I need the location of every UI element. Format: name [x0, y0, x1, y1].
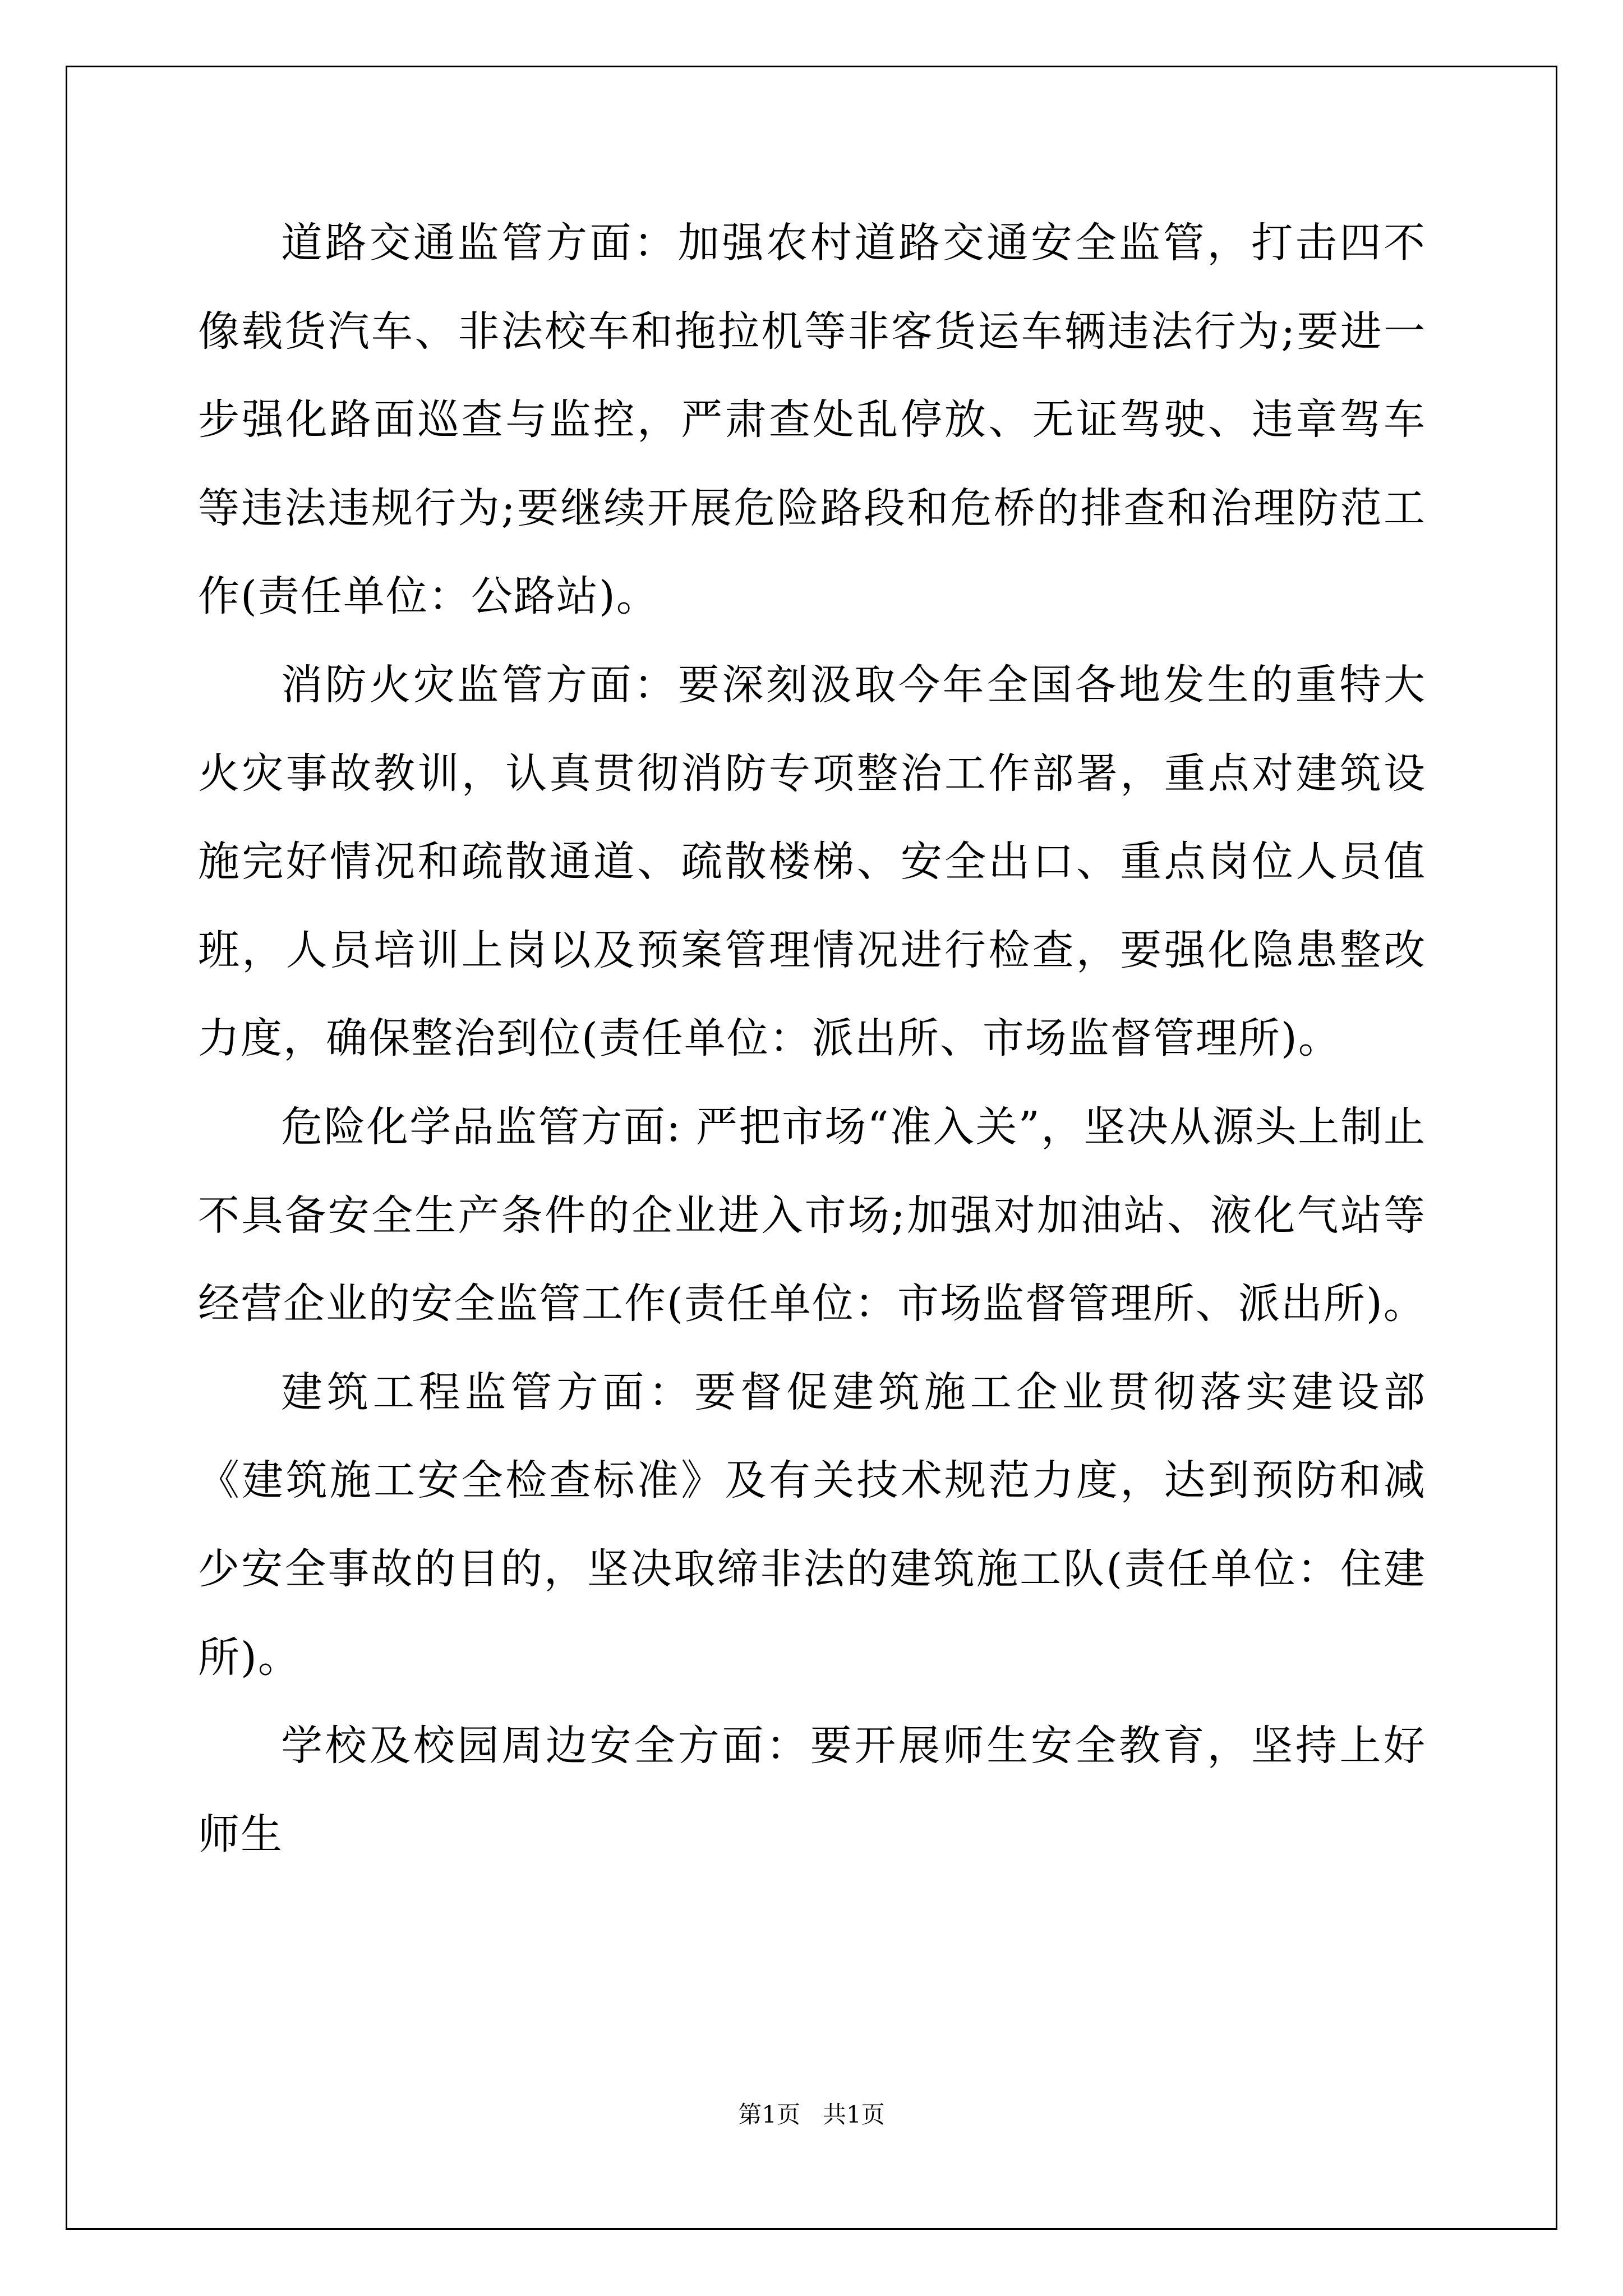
document-body	[198, 199, 1426, 1879]
paragraph-school-safety: 学校及校园周边安全方面：要开展师生安全教育，坚持上好师生	[198, 1722, 1426, 1858]
paragraph-road-traffic: 道路交通监管方面：加强农村道路交通安全监管，打击四不像载货汽车、非法校车和拖拉机等非客货运车辆违法行为;要进一步强化路面巡查与监控，严肃查处乱停放、无证驾驶、违章驾车等违法违规行为;要继续开展危险路段和危桥的排查和治理防范工作(责任单位：公路站)。	[198, 219, 1426, 621]
paragraph-hazardous-chemicals: 危险化学品监管方面: 严把市场“准入关”，坚决从源头上制止不具备安全生产条件的企业进入市场;加强对加油站、液化气站等经营企业的安全监管工作(责任单位：市场监督管理所、派出所)。	[198, 1102, 1426, 1328]
paragraph-fire-safety: 消防火灾监管方面：要深刻汲取今年全国各地发生的重特大火灾事故教训，认真贯彻消防专项整治工作部署，重点对建筑设施完好情况和疏散通道、疏散楼梯、安全出口、重点岗位人员值班，人员培训上岗以及预案管理情况进行检查，要强化隐患整改力度，确保整治到位(责任单位：派出所、市场监督管理所)。	[198, 660, 1426, 1063]
paragraph-construction: 建筑工程监管方面：要督促建筑施工企业贯彻落实建设部《建筑施工安全检查标准》及有关技术规范力度，达到预防和减少安全事故的目的，坚决取缔非法的建筑施工队(责任单位：住建所)。	[198, 1368, 1426, 1682]
page-number-footer: 第1页 共1页	[738, 2101, 885, 2128]
